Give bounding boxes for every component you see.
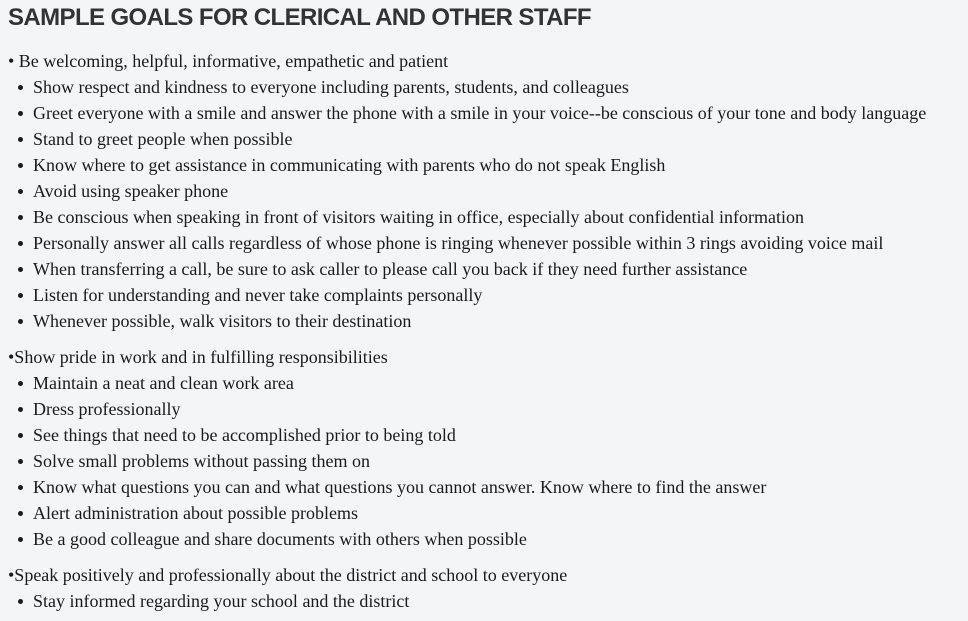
list-item: Dress professionally xyxy=(8,396,968,422)
list-item: Alert administration about possible problems xyxy=(8,500,968,526)
list-item: Be a good colleague and share documents with others when possible xyxy=(8,526,968,552)
list-item: Know where to get assistance in communicating with parents who do not speak English xyxy=(8,152,968,178)
list-item: Personally answer all calls regardless of whose phone is ringing whenever possible within 3 rings avoiding voice mail xyxy=(8,230,968,256)
goal-section-speak-positively xyxy=(8,562,968,614)
list-item: Stand to greet people when possible xyxy=(8,126,968,152)
list-item: Stay informed regarding your school and the district xyxy=(8,588,968,614)
goal-list xyxy=(8,370,968,552)
list-item: When transferring a call, be sure to ask caller to please call you back if they need further assistance xyxy=(8,256,968,282)
list-item: Know what questions you can and what questions you cannot answer. Know where to find the answer xyxy=(8,474,968,500)
section-heading: •Speak positively and professionally about the district and school to everyone xyxy=(8,565,568,585)
list-item: Whenever possible, walk visitors to their destination xyxy=(8,308,968,334)
goal-section-pride xyxy=(8,344,968,552)
list-item: Be conscious when speaking in front of visitors waiting in office, especially about confidential information xyxy=(8,204,968,230)
page-title: SAMPLE GOALS FOR CLERICAL AND OTHER STAFF xyxy=(8,4,591,31)
list-item: Solve small problems without passing them on xyxy=(8,448,968,474)
list-item: Avoid using speaker phone xyxy=(8,178,968,204)
section-heading: • Be welcoming, helpful, informative, empathetic and patient xyxy=(8,51,449,71)
list-item: Greet everyone with a smile and answer the phone with a smile in your voice--be conscious of your tone and body language xyxy=(8,100,968,126)
goal-list xyxy=(8,74,968,334)
section-heading: •Show pride in work and in fulfilling responsibilities xyxy=(8,347,388,367)
goal-section-welcoming xyxy=(8,48,968,334)
list-item: Listen for understanding and never take complaints personally xyxy=(8,282,968,308)
list-item: See things that need to be accomplished prior to being told xyxy=(8,422,968,448)
list-item: Show respect and kindness to everyone including parents, students, and colleagues xyxy=(8,74,968,100)
goal-list xyxy=(8,588,968,614)
list-item: Maintain a neat and clean work area xyxy=(8,370,968,396)
